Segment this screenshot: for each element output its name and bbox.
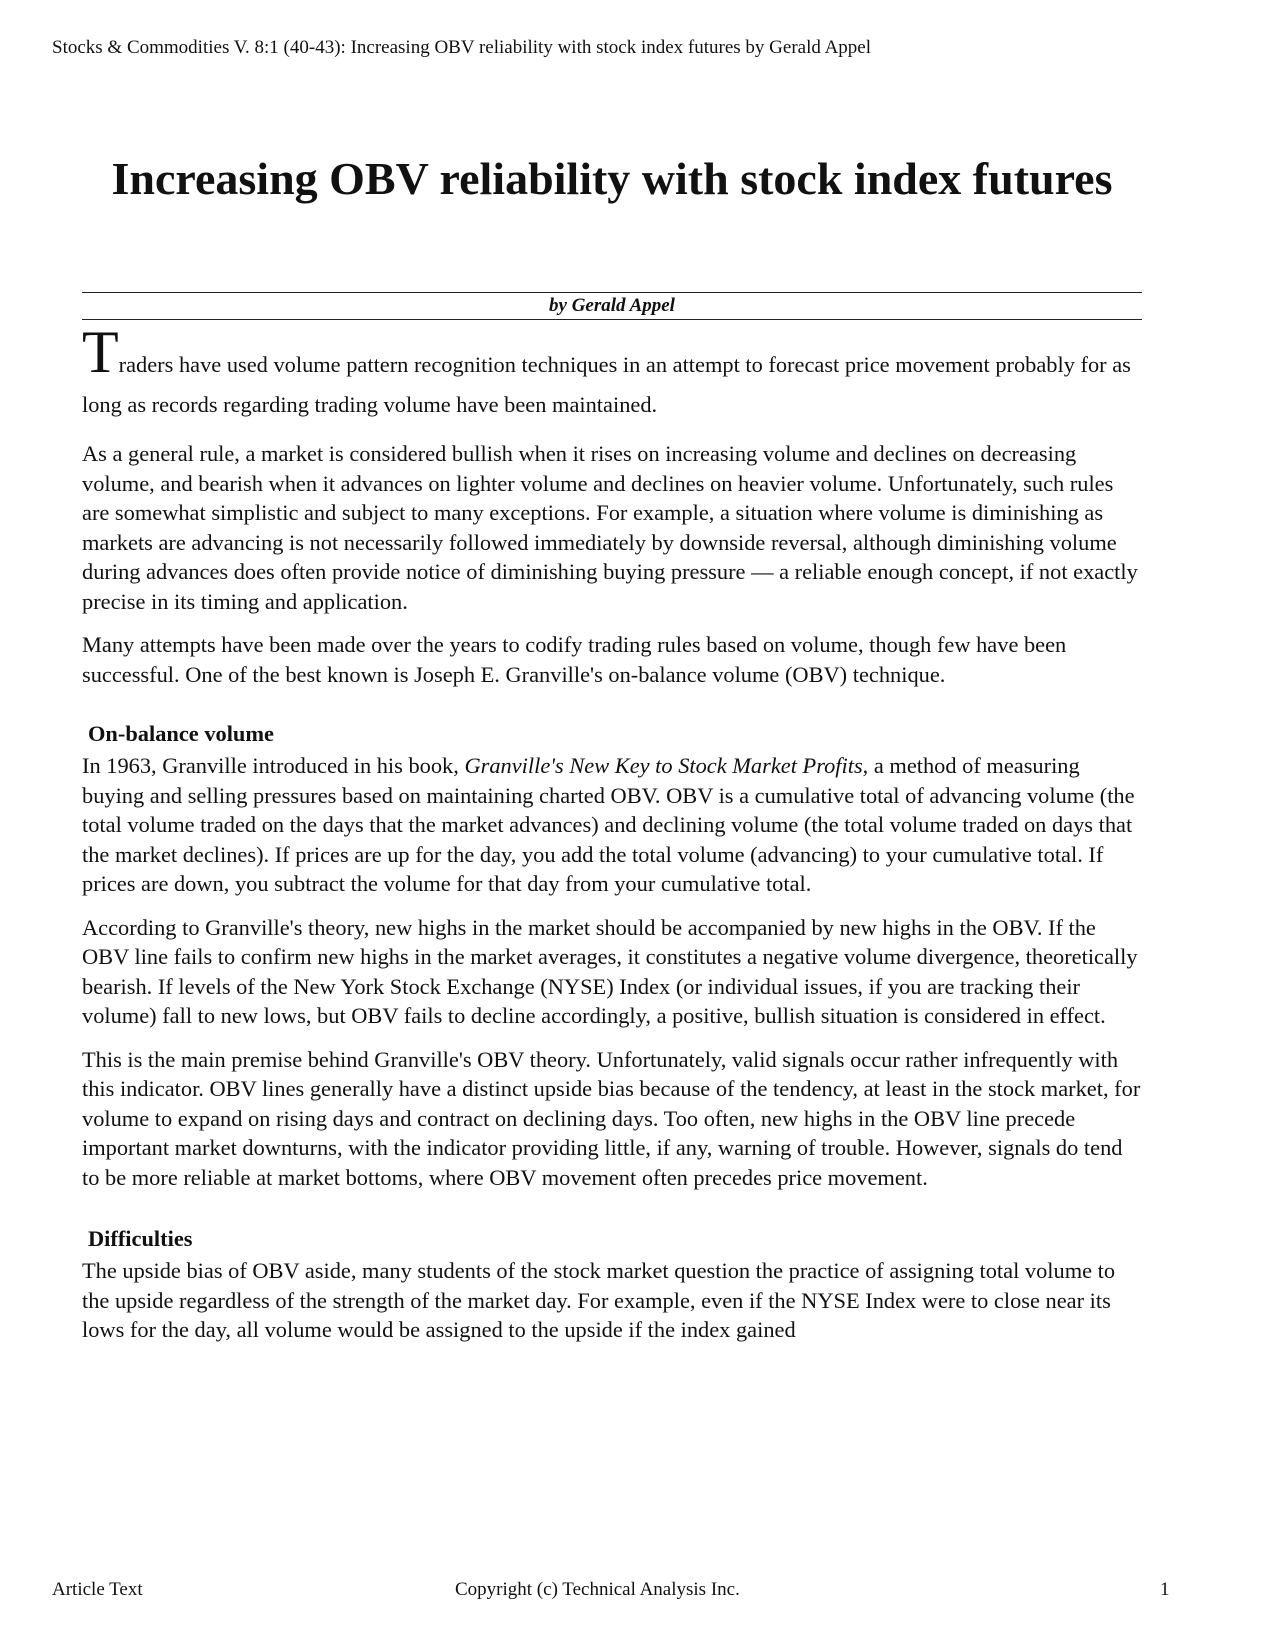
- running-header: Stocks & Commodities V. 8:1 (40-43): Increasing OBV reliability with stock index futures by Gerald Appel: [52, 37, 872, 58]
- paragraph-obv-definition-end: , a method of measuring buying and selling pressures based on maintaining charted OBV. OBV is a cumulative total of advancing volume (the total volume traded on the days that the market advances) and declining volume (the total volume traded on days that the market declines). If prices are up for the day, you add the total volume (advancing) to your cumulative total. If prices are down, you subtract the volume for that day from your cumulative total.: [82, 753, 1135, 896]
- paragraph-obv-premise: This is the main premise behind Granville's OBV theory. Unfortunately, valid signals occur rather infrequently with this indicator. OBV lines generally have a distinct upside bias because of the tendency, at least in the stock market, for volume to expand on rising days and contract on declining days. Too often, new highs in the OBV line precede important market downturns, with the indicator providing little, if any, warning of trouble. However, signals do tend to be more reliable at market bottoms, where OBV movement often precedes price movement.: [82, 1046, 1141, 1190]
- book-title: Granville's New Key to Stock Market Profits: [464, 753, 863, 778]
- footer-label: Article Text: [52, 1579, 143, 1600]
- lead-paragraph-text: raders have used volume pattern recognition techniques in an attempt to forecast price movement probably for as long as records regarding trading volume have been maintained.: [82, 352, 1131, 417]
- footer-copyright: Copyright (c) Technical Analysis Inc.: [455, 1579, 740, 1600]
- article-body: [82, 319, 1142, 1359]
- section-heading-difficulties: Difficulties: [88, 1226, 193, 1251]
- paragraph-difficulties: The upside bias of OBV aside, many students of the stock market question the practice of assigning total volume to the upside regardless of the strength of the market day. For example, even if the NYSE Index were to close near its lows for the day, all volume would be assigned to the upside if the index gained: [82, 1258, 1116, 1342]
- paragraph-obv-definition-start: In 1963, Granville introduced in his book,: [82, 753, 465, 778]
- paragraph-obv-theory: According to Granville's theory, new highs in the market should be accompanied by new highs in the OBV. If the OBV line fails to confirm new highs in the market averages, it constitutes a negative volume divergence, theoretically bearish. If levels of the New York Stock Exchange (NYSE) Index (or individual issues, if you are tracking their volume) fall to new lows, but OBV fails to decline accordingly, a positive, bullish situation is considered in effect.: [82, 914, 1138, 1028]
- paragraph-obv-definition: [82, 751, 1142, 899]
- section-heading-obv: On-balance volume: [88, 721, 274, 746]
- paragraph-granville-intro: Many attempts have been made over the years to codify trading rules based on volume, though few have been successful. One of the best known is Joseph E. Granville's on-balance volume (OBV) technique.: [82, 632, 1067, 687]
- page-number: 1: [1160, 1579, 1170, 1600]
- paragraph-general-rule: As a general rule, a market is considered bullish when it rises on increasing volume and declines on decreasing volume, and bearish when it advances on lighter volume and declines on heavier volume. Unfortunately, such rules are somewhat simplistic and subject to many exceptions. For example, a situation where volume is diminishing as markets are advancing is not necessarily followed immediately by downside reversal, although diminishing volume during advances does often provide notice of diminishing buying pressure — a reliable enough concept, if not exactly precise in its timing and application.: [82, 441, 1138, 614]
- lead-paragraph: [82, 319, 1142, 425]
- drop-cap: T: [82, 319, 119, 385]
- article-title: Increasing OBV reliability with stock index futures: [111, 153, 1113, 204]
- byline: by Gerald Appel: [82, 292, 1142, 320]
